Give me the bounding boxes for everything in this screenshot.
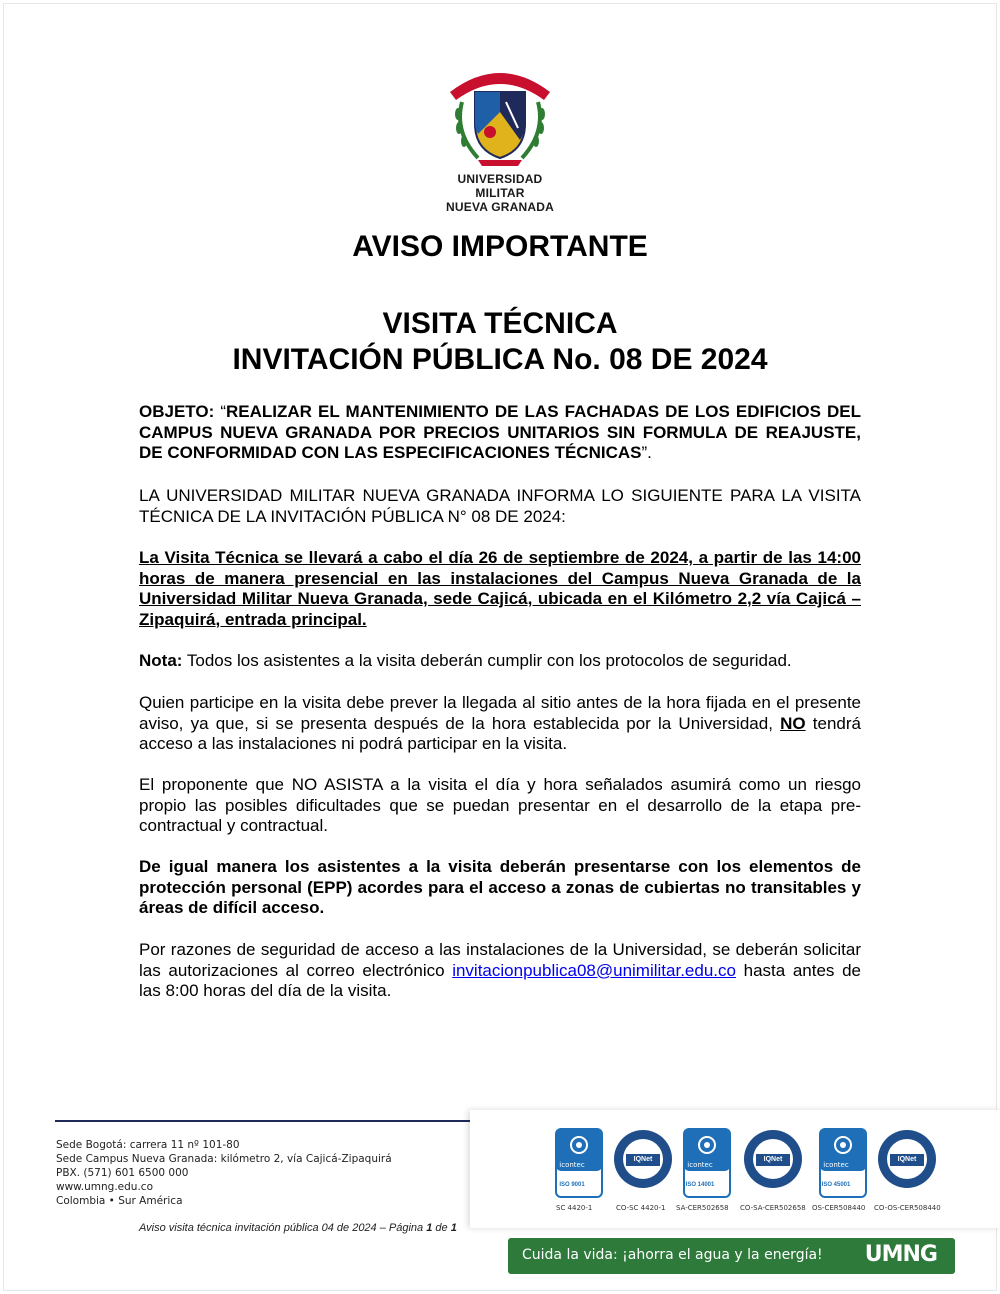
icontec-label: icontec <box>559 1161 585 1169</box>
objeto-close-quote: ”. <box>641 443 652 462</box>
llegada-text-after: tendrá acceso a las instalaciones ni podrá participar en la visita. <box>139 713 861 753</box>
footer-address <box>56 1138 392 1208</box>
iso-label: ISO 45001 <box>821 1182 851 1188</box>
footer-address-line: PBX. (571) 601 6500 000 <box>56 1167 189 1179</box>
visita-paragraph: La Visita Técnica se llevará a cabo el día 26 de septiembre de 2024, a partir de las 14:00 horas de manera presencial en las instalaciones del Campus Nueva Granada de la Universidad Militar Nueva Granada, sede Cajicá, ubicada en el Kilómetro 2,2 vía Cajicá – Zipaquirá, entrada principal. <box>139 548 861 629</box>
epp-paragraph: De igual manera los asistentes a la visita deberán presentarse con los elementos de protección personal (EPP) acordes para el acceso a zonas de cubiertas no transitables y áreas de difícil acceso. <box>139 857 861 917</box>
footer-caption-text: Aviso visita técnica invitación pública 04 de 2024 – Página <box>139 1222 427 1234</box>
autorizacion-text-after: hasta antes de las 8:00 horas del día de la visita. <box>139 960 861 1000</box>
iso-label: ISO 14001 <box>685 1182 715 1188</box>
subtitle-line-2: INVITACIÓN PÚBLICA No. 08 DE 2024 <box>232 343 768 376</box>
llegada-no: NO <box>780 713 806 733</box>
footer-caption-mid: de <box>432 1222 451 1234</box>
cert-code: CO-SC 4420-1 <box>616 1204 666 1212</box>
cert-code: CO-SA-CER502658 <box>740 1204 806 1212</box>
llegada-paragraph <box>139 693 861 755</box>
icontec-label: icontec <box>687 1161 713 1169</box>
objeto-paragraph <box>139 402 861 464</box>
nota-label: Nota: <box>139 651 183 670</box>
cert-code: SA-CER502658 <box>676 1204 729 1212</box>
iqnet-label: IQNet <box>763 1156 783 1163</box>
certifications-panel <box>470 1110 1000 1228</box>
logo-line-1: UNIVERSIDAD MILITAR <box>457 172 543 200</box>
icontec-label: icontec <box>823 1161 849 1169</box>
objeto-text: REALIZAR EL MANTENIMIENTO DE LAS FACHADAS DE LOS EDIFICIOS DEL CAMPUS NUEVA GRANADA POR PRECIOS UNITARIOS SIN FORMULA DE REAJUSTE, DE CONFORMIDAD CON LAS ESPECIFICACIONES TÉCNICAS <box>139 402 861 462</box>
intro-paragraph: LA UNIVERSIDAD MILITAR NUEVA GRANADA INFORMA LO SIGUIENTE PARA LA VISITA TÉCNICA DE LA INVITACIÓN PÚBLICA N° 08 DE 2024: <box>139 486 861 526</box>
riesgo-paragraph: El proponente que NO ASISTA a la visita el día y hora señalados asumirá como un riesgo propio las posibles dificultades que se puedan presentar en el desarrollo de la etapa pre-contractual y contractual. <box>139 775 861 835</box>
subtitle-line-1: VISITA TÉCNICA <box>382 307 618 340</box>
objeto-label: OBJETO: <box>139 402 215 421</box>
footer-address-line: Sede Campus Nueva Granada: kilómetro 2, vía Cajicá-Zipaquirá <box>56 1153 392 1165</box>
footer-address-line: Colombia • Sur América <box>56 1195 183 1207</box>
university-logo <box>436 62 564 214</box>
footer-caption <box>139 1222 457 1234</box>
iqnet-label: IQNet <box>633 1156 653 1163</box>
umng-brand-logo: UMNG <box>864 1242 937 1267</box>
cert-code: CO-OS-CER508440 <box>874 1204 941 1212</box>
objeto-open-quote: “ <box>214 402 227 421</box>
page-subtitle <box>0 306 1000 378</box>
shield-emblem-icon <box>440 62 560 172</box>
page-number-total: 1 <box>450 1222 457 1234</box>
llegada-text-before: Quien participe en la visita debe prever la llegada al sitio antes de la hora fijada en el presente aviso, ya que, si se presenta después de la hora establecida por la Universidad, <box>139 693 861 733</box>
cert-code: OS-CER508440 <box>812 1204 866 1212</box>
iqnet-label: IQNet <box>897 1156 917 1163</box>
footer-address-line: Sede Bogotá: carrera 11 nº 101-80 <box>56 1139 240 1151</box>
page-title: AVISO IMPORTANTE <box>352 230 648 263</box>
slogan-text: Cuida la vida: ¡ahorra el agua y la energía! <box>522 1247 823 1263</box>
footer-website: www.umng.edu.co <box>56 1181 153 1193</box>
autorizacion-paragraph <box>139 940 861 1002</box>
nota-paragraph <box>139 651 861 672</box>
logo-line-2: NUEVA GRANADA <box>446 200 554 214</box>
email-link[interactable]: invitacionpublica08@unimilitar.edu.co <box>452 960 736 980</box>
slogan-banner <box>508 1238 955 1274</box>
autorizacion-text-before: Por razones de seguridad de acceso a las instalaciones de la Universidad, se deberán solicitar las autorizaciones al correo electrónico <box>139 940 861 980</box>
footer-divider <box>55 1120 500 1122</box>
nota-text: Todos los asistentes a la visita deberán cumplir con los protocolos de seguridad. <box>182 651 792 670</box>
page-number-current: 1 <box>426 1222 433 1234</box>
iso-label: ISO 9001 <box>559 1182 585 1188</box>
cert-code: SC 4420-1 <box>556 1204 593 1212</box>
